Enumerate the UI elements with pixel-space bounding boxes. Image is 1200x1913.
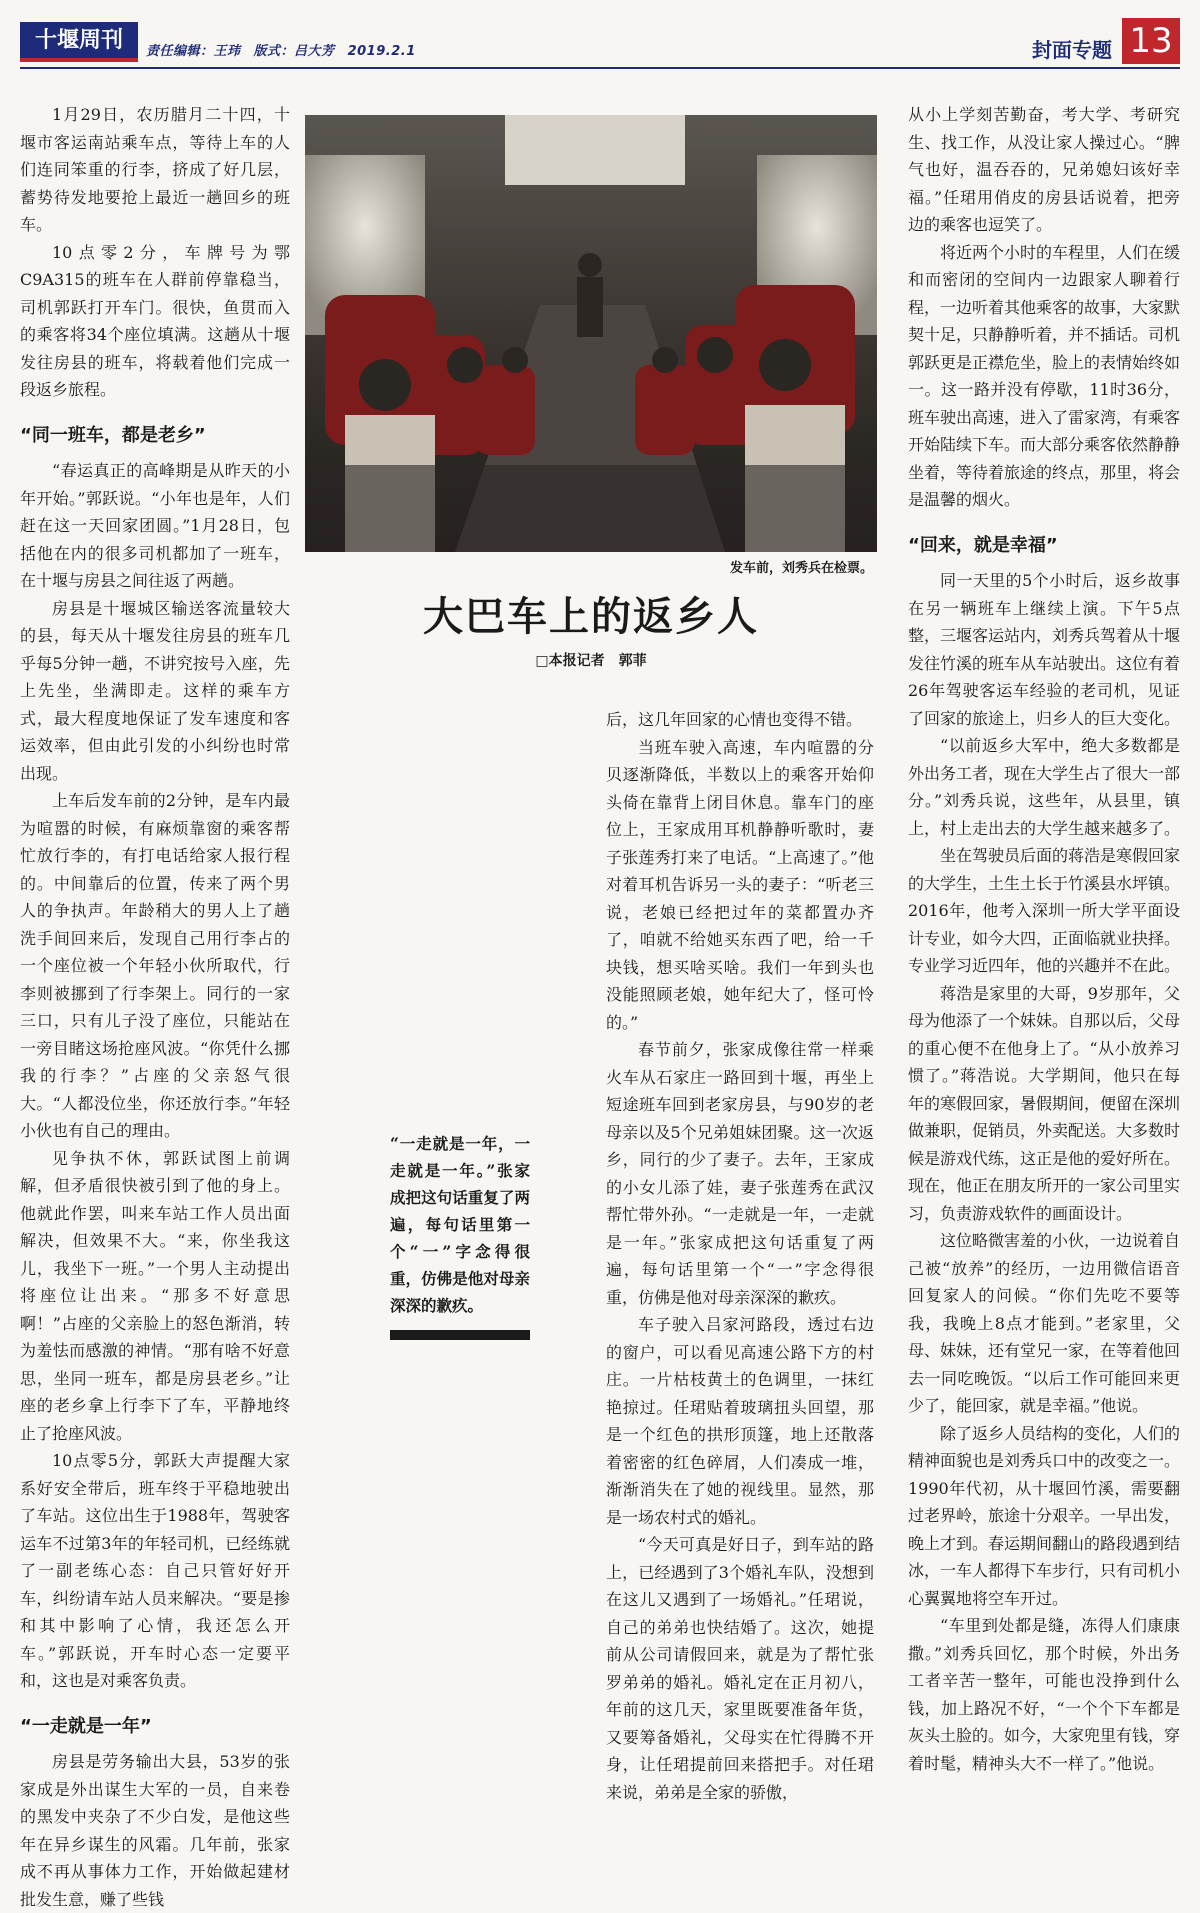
page-header [0, 0, 1200, 70]
page-number: 13 [1122, 18, 1180, 64]
paragraph: 1月29日，农历腊月二十四，十堰市客运南站乘车点，等待上车的人们连同笨重的行李，挤成了好几层，蓄势待发地要抢上最近一趟回乡的班车。 [20, 105, 290, 234]
paragraph: 坐在驾驶员后面的蒋浩是寒假回家的大学生，土生土长于竹溪县水坪镇。2016年，他考入深圳一所大学平面设计专业，如今大四，正面临就业抉择。专业学习近四年，他的兴趣并不在此。 [908, 846, 1181, 975]
paragraph: 蒋浩是家里的大哥，9岁那年，父母为他添了一个妹妹。自那以后，父母的重心便不在他身上了。“从小放养习惯了。”蒋浩说。大学期间，他只在每年的寒假回家，暑假期间，便留在深圳做兼职，促销员，外卖配送。大多数时候是游戏代练，这正是他的爱好所在。现在，他正在朋友所开的一家公司里实习，负责游戏软件的画面设计。 [908, 983, 1181, 1223]
masthead: 十堰周刊 [20, 22, 138, 58]
paragraph: “以前返乡大军中，绝大多数都是外出务工者，现在大学生占了很大一部分。”刘秀兵说，这些年，从县里，镇上，村上走出去的大学生越来越多了。 [908, 736, 1181, 838]
byline: □本报记者 郭菲 [535, 653, 647, 669]
bus-interior-photo [305, 115, 877, 552]
editor-credit: 责任编辑：王玮 [146, 44, 241, 59]
subheading: “同一班车，都是老乡” [20, 424, 206, 446]
paragraph: 将近两个小时的车程里，人们在缓和而密闭的空间内一边跟家人聊着行程，一边听着其他乘客的故事，大家默契十足，只静静听着，并不插话。司机郭跃更是正襟危坐，脸上的表情始终如一。这一路并没有停歇，11时36分，班车驶出高速，进入了雷家湾，有乘客开始陆续下车。而大部分乘客依然静静坐着，等待着旅途的终点，那里，将会是温馨的烟火。 [908, 242, 1181, 509]
photo-caption: 发车前，刘秀兵在检票。 [729, 561, 873, 576]
header-info [146, 40, 424, 59]
paragraph: 这位略微害羞的小伙，一边说着自己被“放养”的经历，一边用微信语音回复家人的问候。“你们先吃不要等我，我晚上8点才能到。”老家里，父母、妹妹，还有堂兄一家，在等着他回去一同吃晚饭。“以后工作可能回来更少了，能回家，就是幸福。”他说。 [908, 1231, 1181, 1415]
paragraph: 车子驶入吕家河路段，透过右边的窗户，可以看见高速公路下方的村庄。一片枯枝黄土的色调里，一抹红艳掠过。任珺贴着玻璃扭头回望，那是一个红色的拱形顶篷，地上还散落着密密的红色碎屑，人们凑成一堆，渐渐消失在了她的视线里。显然，那是一场农村式的婚礼。 [606, 1315, 874, 1527]
subheading: “回来，就是幸福” [908, 534, 1058, 556]
paragraph: 春节前夕，张家成像往常一样乘火车从石家庄一路回到十堰，再坐上短途班车回到老家房县，与90岁的老母亲以及5个兄弟姐妹团聚。这一次返乡，同行的少了妻子。去年，王家成的小女儿添了娃，妻子张莲秀在武汉帮忙带外孙。“一走就是一年，一走就是一年。”张家成把这句话重复了两遍，每句话里第一个“一”字念得很重，仿佛是他对母亲深深的歉疚。 [606, 1040, 874, 1307]
paragraph: 房县是劳务输出大县，53岁的张家成是外出谋生大军的一员，自来卷的黑发中夹杂了不少白发，是他这些年在异乡谋生的风霜。几年前，张家成不再从事体力工作，开始做起建材批发生意，赚了些钱 [20, 1752, 290, 1909]
paragraph: 10点零2分，车牌号为鄂C9A315的班车在人群前停靠稳当，司机郭跃打开车门。很快，鱼贯而入的乘客将34个座位填满。这趟从十堰发往房县的班车，将载着他们完成一段返乡旅程。 [20, 242, 290, 399]
column-3 [908, 101, 1180, 1777]
paragraph: 当班车驶入高速，车内喧嚣的分贝逐渐降低，半数以上的乘客开始仰头倚在靠背上闭目休息。靠车门的座位上，王家成用耳机静静听歌时，妻子张莲秀打来了电话。“上高速了。”他对着耳机告诉另一头的妻子：“听老三说，老娘已经把过年的菜都置办齐了，咱就不给她买东西了吧，给一千块钱，想买啥买啥。我们一年到头也没能照顾老娘，她年纪大了，怪可怜的。” [606, 737, 874, 1032]
paragraph: “车里到处都是缝，冻得人们康康撒。”刘秀兵回忆，那个时候，外出务工者辛苦一整年，可能也没挣到什么钱，加上路况不好，“一个个下车都是灰头土脸的。如今，大家兜里有钱，穿着时髦，精神头大不一样了。”他说。 [908, 1616, 1181, 1773]
paragraph: “春运真正的高峰期是从昨天的小年开始。”郭跃说。“小年也是年，人们赶在这一天回家团圆。”1月28日，包括他在内的很多司机都加了一班车，在十堰与房县之间往返了两趟。 [20, 461, 290, 590]
article-title: 大巴车上的返乡人 [423, 593, 759, 640]
paragraph: 10点零5分，郭跃大声提醒大家系好安全带后，班车终于平稳地驶出了车站。这位出生于1988年，驾驶客运车不过第3年的年轻司机，已经练就了一副老练心态：自己只管好好开车，纠纷请车站人员来解决。“要是掺和其中影响了心情，我还怎么开车。”郭跃说，开车时心态一定要平和，这也是对乘客负责。 [20, 1451, 290, 1690]
paragraph: 从小上学刻苦勤奋，考大学、考研究生、找工作，从没让家人操过心。“脾气也好，温吞吞的，兄弟媳妇该好幸福。”任珺用俏皮的房县话说着，把旁边的乘客也逗笑了。 [908, 105, 1180, 234]
paragraph: 见争执不休，郭跃试图上前调解，但矛盾很快被引到了他的身上。他就此作罢，叫来车站工作人员出面解决，但效果不大。“来，你坐我这儿，我坐下一班。”一个男人主动提出将座位让出来。“那多不好意思啊！”占座的父亲脸上的怒色渐消，转为羞怯而感激的神情。“那有啥不好意思，坐同一班车，都是房县老乡。”让座的老乡拿上行李下了车，平静地终止了抢座风波。 [20, 1148, 290, 1443]
header-rule [20, 67, 1180, 69]
column-2 [606, 706, 874, 1806]
issue-date: 2019.2.1 [347, 44, 416, 59]
paragraph: “今天可真是好日子，到车站的路上，已经遇到了3个婚礼车队，没想到在这儿又遇到了一场婚礼。”任珺说，自己的弟弟也快结婚了。这次，她提前从公司请假回来，就是为了帮忙张罗弟弟的婚礼。婚礼定在正月初八，年前的这几天，家里既要准备年货，又要筹备婚礼，父母实在忙得腾不开身，让任珺提前回来搭把手。对任珺来说，弟弟是全家的骄傲， [606, 1535, 874, 1802]
pull-quote-bar [390, 1330, 530, 1340]
section-name: 封面专题 [1032, 38, 1112, 62]
subheading: “一走就是一年” [20, 1715, 152, 1737]
paragraph: 上车后发车前的2分钟，是车内最为喧嚣的时候，有麻烦靠窗的乘客帮忙放行李的，有打电话给家人报行程的。中间靠后的位置，传来了两个男人的争执声。年龄稍大的男人上了趟洗手间回来后，发现自己用行李占的一个座位被一个年轻小伙所取代，行李则被挪到了行李架上。同行的一家三口，只有儿子没了座位，只能站在一旁目睹这场抢座风波。“你凭什么挪我的行李？”占座的父亲怒气很大。“人都没位坐，你还放行李。”年轻小伙也有自己的理由。 [20, 791, 290, 1140]
paragraph: 同一天里的5个小时后，返乡故事在另一辆班车上继续上演。下午5点整，三堰客运站内，刘秀兵驾着从十堰发往竹溪的班车从车站驶出。这位有着26年驾驶客运车经验的老司机，见证了回家的旅途上，归乡人的巨大变化。 [908, 571, 1181, 728]
masthead-underline [20, 58, 138, 62]
paragraph: 房县是十堰城区输送客流量较大的县，每天从十堰发往房县的班车几乎每5分钟一趟，不讲究按号入座，先上先坐，坐满即走。这样的乘车方式，最大程度地保证了发车速度和客运效率，但由此引发的小纠纷也时常出现。 [20, 598, 290, 783]
paragraph: 后，这几年回家的心情也变得不错。 [606, 710, 863, 729]
paragraph: 除了返乡人员结构的变化，人们的精神面貌也是刘秀兵口中的改变之一。1990年代初，从十堰回竹溪，需要翻过老界岭，旅途十分艰辛。一早出发，晚上才到。春运期间翻山的路段遇到结冰，一车人都得下车步行，只有司机小心翼翼地将空车开过。 [908, 1423, 1181, 1608]
layout-credit: 版式：吕大芳 [253, 44, 335, 59]
column-1 [20, 101, 290, 1913]
pull-quote: “一走就是一年，一走就是一年。”张家成把这句话重复了两遍，每句话里第一个“一”字念得很重，仿佛是他对母亲深深的歉疚。 [390, 1134, 530, 1315]
